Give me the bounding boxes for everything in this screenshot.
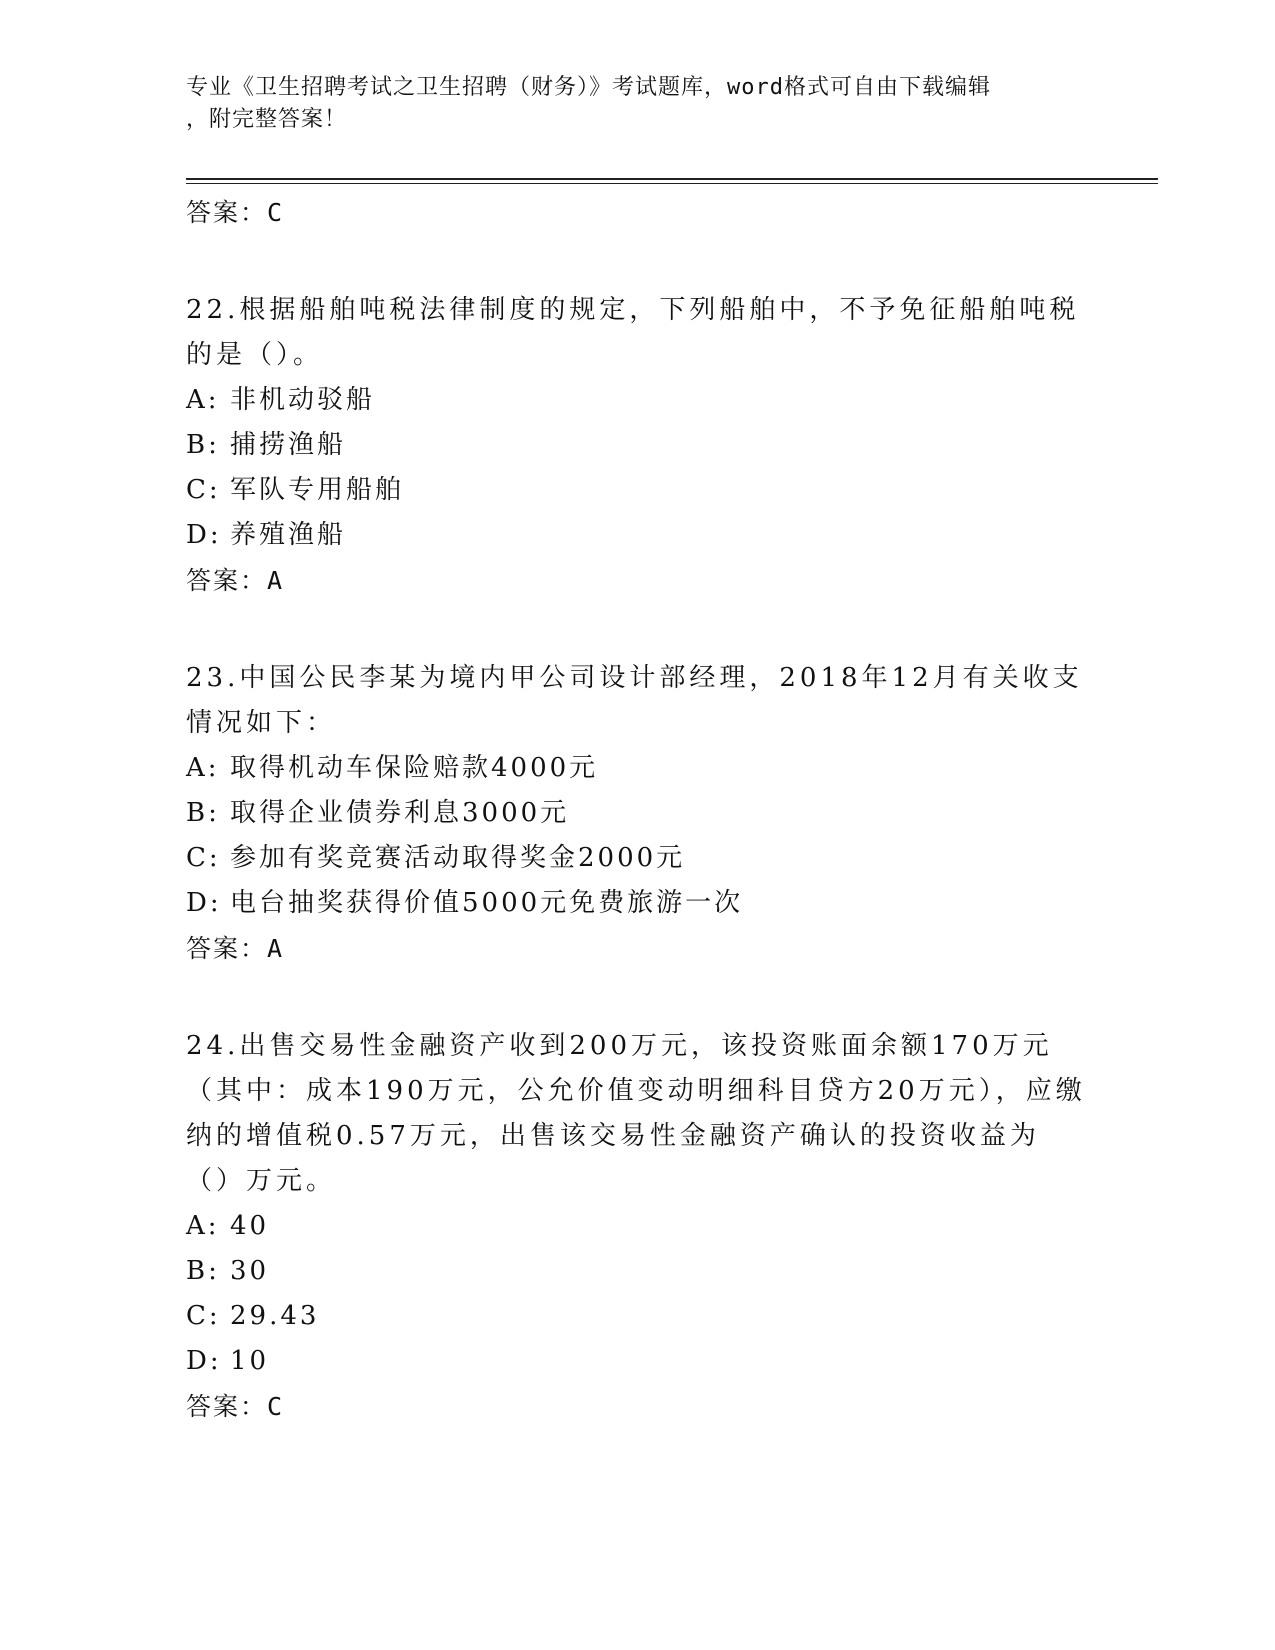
option-text: 29.43 xyxy=(230,1301,320,1331)
option-letter: B: xyxy=(186,1256,220,1286)
option-text: 30 xyxy=(230,1256,270,1286)
answer-label: 答案： xyxy=(186,934,268,963)
option-letter: A: xyxy=(186,1211,220,1241)
question-number: 24. xyxy=(186,1031,240,1061)
option-letter: D: xyxy=(186,888,222,918)
answer-label: 答案： xyxy=(186,198,268,227)
header-divider-bottom xyxy=(186,183,1158,184)
question-text xyxy=(186,288,1086,378)
option-c xyxy=(186,836,1086,881)
option-a xyxy=(186,746,1086,791)
option-text: 取得企业债券利息3000元 xyxy=(230,798,570,828)
option-d xyxy=(186,881,1086,926)
question-text xyxy=(186,656,1086,746)
option-c xyxy=(186,468,1086,513)
option-letter: A: xyxy=(186,753,220,783)
option-b xyxy=(186,791,1086,836)
answer-value: A xyxy=(267,934,285,963)
option-text: 养殖渔船 xyxy=(230,520,347,550)
option-letter: C: xyxy=(186,475,221,505)
option-d xyxy=(186,1339,1086,1384)
option-text: 10 xyxy=(230,1346,270,1376)
option-letter: D: xyxy=(186,520,222,550)
document-body xyxy=(186,190,1086,1430)
option-b xyxy=(186,423,1086,468)
question-22 xyxy=(186,288,1086,604)
option-letter: D: xyxy=(186,1346,222,1376)
answer-value: A xyxy=(267,566,285,595)
header-divider-top xyxy=(186,178,1158,180)
question-23 xyxy=(186,656,1086,972)
header-line-1: 专业《卫生招聘考试之卫生招聘（财务）》考试题库，word格式可自由下载编辑 xyxy=(186,75,991,100)
option-text: 捕捞渔船 xyxy=(230,430,347,460)
answer-value: C xyxy=(267,198,285,227)
question-body: 中国公民李某为境内甲公司设计部经理，2018年12月有关收支情况如下： xyxy=(186,663,1083,738)
option-letter: C: xyxy=(186,843,221,873)
question-number: 22. xyxy=(186,295,240,325)
answer-label: 答案： xyxy=(186,566,268,595)
page-header xyxy=(186,72,1086,136)
header-line-2: ，附完整答案！ xyxy=(186,107,348,132)
option-text: 军队专用船舶 xyxy=(230,475,405,505)
question-answer xyxy=(186,1384,1086,1430)
option-a xyxy=(186,378,1086,423)
question-body: 根据船舶吨税法律制度的规定，下列船舶中，不予免征船舶吨税的是（）。 xyxy=(186,295,1080,370)
option-d xyxy=(186,513,1086,558)
option-text: 电台抽奖获得价值5000元免费旅游一次 xyxy=(230,888,744,918)
option-b xyxy=(186,1249,1086,1294)
question-answer xyxy=(186,926,1086,972)
option-letter: A: xyxy=(186,385,220,415)
option-text: 非机动驳船 xyxy=(230,385,376,415)
answer-value: C xyxy=(267,1392,285,1421)
option-c xyxy=(186,1294,1086,1339)
question-24 xyxy=(186,1024,1086,1430)
option-text: 参加有奖竞赛活动取得奖金2000元 xyxy=(230,843,686,873)
option-letter: B: xyxy=(186,798,220,828)
question-body: 出售交易性金融资产收到200万元，该投资账面余额170万元（其中：成本190万元，公允价值变动明细科目贷方20万元），应缴纳的增值税0.57万元，出售该交易性金融资产确认的投资收益为（）万元。 xyxy=(186,1031,1086,1196)
option-letter: B: xyxy=(186,430,220,460)
option-letter: C: xyxy=(186,1301,221,1331)
answer-label: 答案： xyxy=(186,1392,268,1421)
option-text: 取得机动车保险赔款4000元 xyxy=(230,753,599,783)
question-number: 23. xyxy=(186,663,240,693)
question-answer xyxy=(186,558,1086,604)
option-a xyxy=(186,1204,1086,1249)
option-text: 40 xyxy=(230,1211,270,1241)
question-text xyxy=(186,1024,1086,1204)
previous-answer xyxy=(186,190,1086,236)
